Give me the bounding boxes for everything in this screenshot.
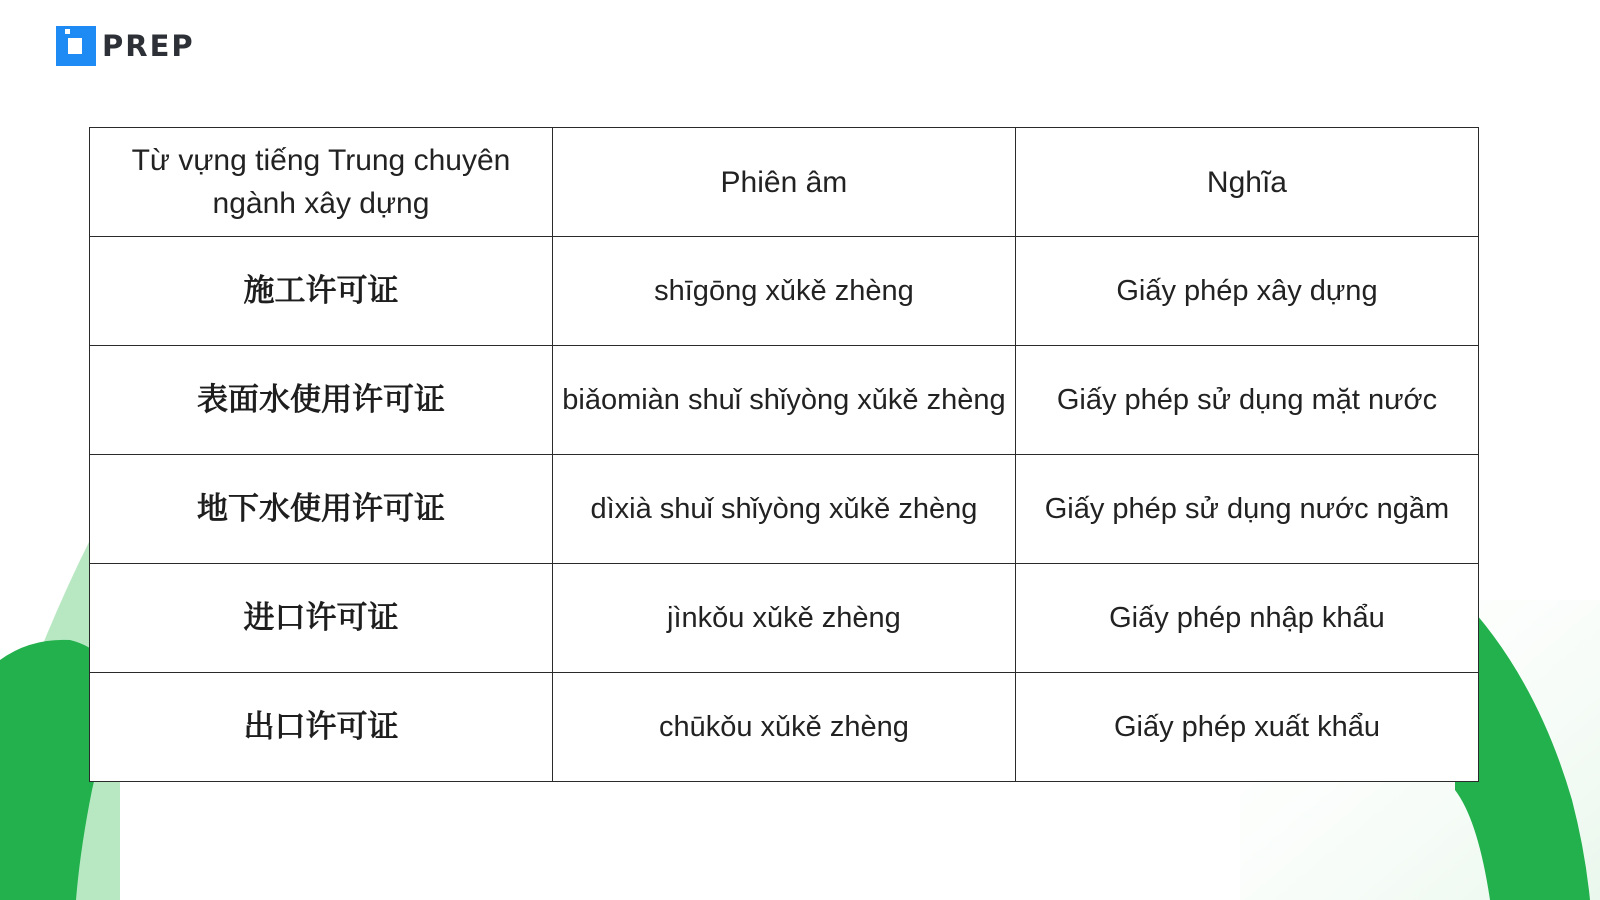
meaning-text: Giấy phép xuất khẩu: [1015, 673, 1478, 782]
header-vocabulary: Từ vựng tiếng Trung chuyên ngành xây dựng: [90, 128, 553, 237]
table-row: [90, 237, 1479, 346]
pinyin-text: jìnkǒu xǔkě zhèng: [552, 564, 1015, 673]
pinyin-text: shīgōng xǔkě zhèng: [552, 237, 1015, 346]
vocabulary-table-container: [89, 127, 1479, 782]
chinese-term: 出口许可证: [90, 673, 553, 782]
pinyin-text: chūkǒu xǔkě zhèng: [552, 673, 1015, 782]
vocabulary-table: [89, 127, 1479, 782]
chinese-term: 地下水使用许可证: [90, 455, 553, 564]
table-row: [90, 673, 1479, 782]
table-row: [90, 564, 1479, 673]
meaning-text: Giấy phép sử dụng mặt nước: [1015, 346, 1478, 455]
pinyin-text: dìxià shuǐ shǐyòng xǔkě zhèng: [552, 455, 1015, 564]
header-meaning: Nghĩa: [1015, 128, 1478, 237]
table-row: [90, 455, 1479, 564]
chinese-term: 施工许可证: [90, 237, 553, 346]
chinese-term: 进口许可证: [90, 564, 553, 673]
table-header-row: [90, 128, 1479, 237]
prep-logo-icon: [56, 26, 96, 66]
brand-logo[interactable]: [56, 26, 195, 66]
chinese-term: 表面水使用许可证: [90, 346, 553, 455]
meaning-text: Giấy phép nhập khẩu: [1015, 564, 1478, 673]
meaning-text: Giấy phép xây dựng: [1015, 237, 1478, 346]
meaning-text: Giấy phép sử dụng nước ngầm: [1015, 455, 1478, 564]
header-pronunciation: Phiên âm: [552, 128, 1015, 237]
pinyin-text: biǎomiàn shuǐ shǐyòng xǔkě zhèng: [552, 346, 1015, 455]
table-row: [90, 346, 1479, 455]
brand-name: PREP: [102, 29, 195, 63]
